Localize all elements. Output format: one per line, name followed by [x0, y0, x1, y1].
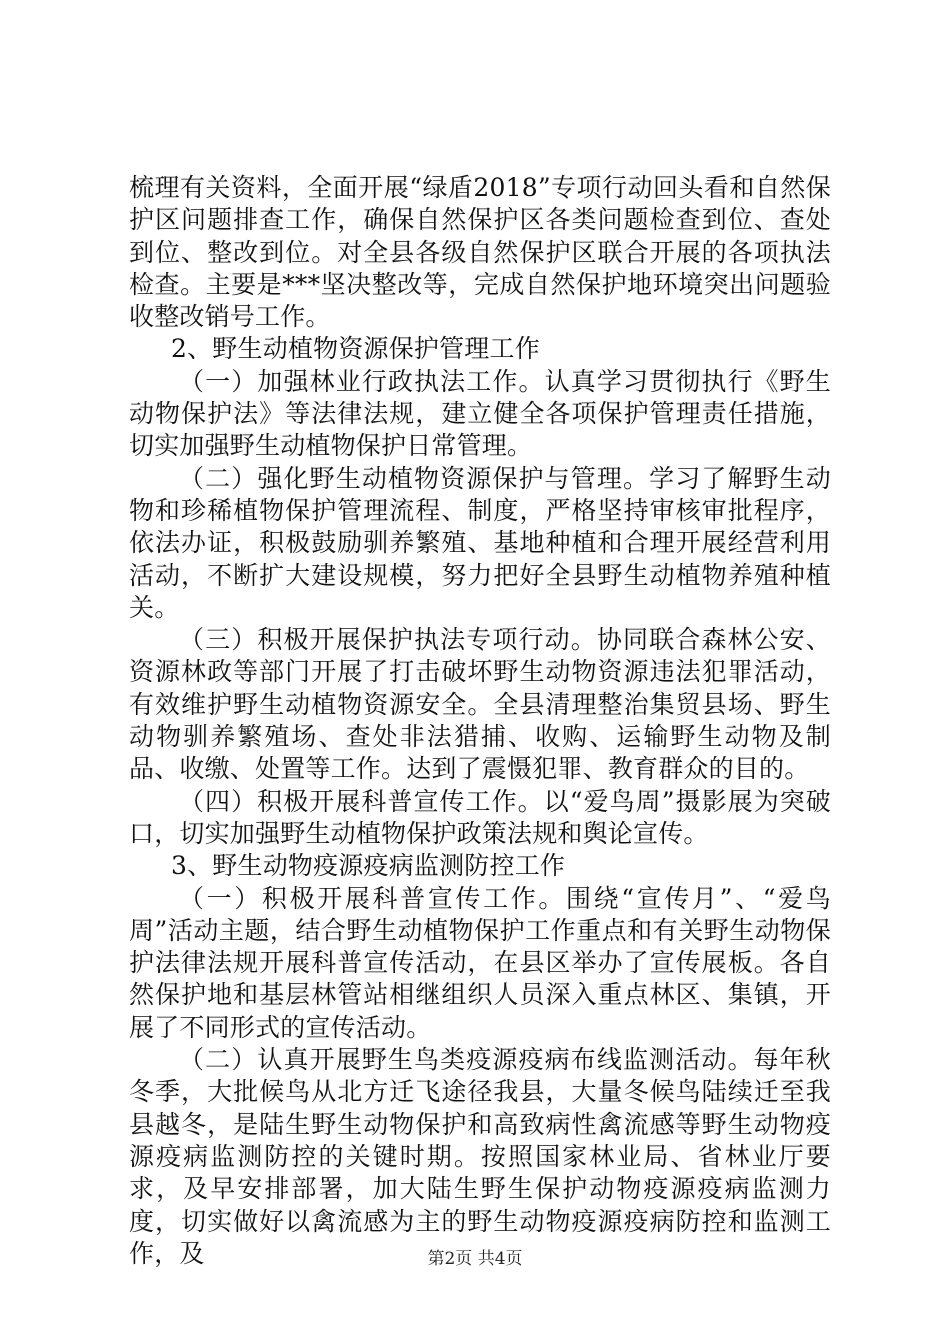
paragraph-item: （二）强化野生动植物资源保护与管理。学习了解野生动物和珍稀植物保护管理流程、制度，严格坚持审核审批程序，依法办证，积极鼓励驯养繁殖、基地种植和合理开展经营利用活动，不断扩大建设规模，努力把好全县野生动植物养殖种植关。 — [129, 463, 831, 622]
paragraph-item: （一）积极开展科普宣传工作。围绕“宣传月”、“爱鸟周”活动主题，结合野生动植物保护工作重点和有关野生动物保护法律法规开展科普宣传活动，在县区举办了宣传展板。各自然保护地和基层林管站相继组织人员深入重点林区、集镇，开展了不同形式的宣传活动。 — [129, 883, 831, 1042]
paragraph-continuation: 梳理有关资料，全面开展“绿盾2018”专项行动回头看和自然保护区问题排查工作，确保自然保护区各类问题检查到位、查处到位、整改到位。对全县各级自然保护区联合开展的各项执法检查。主要是***坚决整改等，完成自然保护地环境突出问题验收整改销号工作。 — [129, 173, 831, 332]
paragraph-item: （一）加强林业行政执法工作。认真学习贯彻执行《野生动物保护法》等法律法规，建立健全各项保护管理责任措施，切实加强野生动植物保护日常管理。 — [129, 366, 831, 461]
section-heading-3: 3、野生动物疫源疫病监测防控工作 — [171, 851, 566, 881]
paragraph-item: （二）认真开展野生鸟类疫源疫病布线监测活动。每年秋冬季，大批候鸟从北方迁飞途径我县，大量冬候鸟陆续迁至我县越冬，是陆生野生动物保护和高致病性禽流感等野生动物疫源疫病监测防控的关键时期。按照国家林业局、省林业厅要求，及早安排部署，加大陆生野生保护动物疫源疫病监测力度，切实做好以禽流感为主的野生动物疫源疫病防控和监测工作，及 — [129, 1045, 831, 1268]
paragraph-item: （四）积极开展科普宣传工作。以“爱鸟周”摄影展为突破口，切实加强野生动植物保护政策法规和舆论宣传。 — [129, 786, 831, 848]
page-number-footer: 第2页 共4页 — [427, 1249, 523, 1269]
section-heading-2: 2、野生动植物资源保护管理工作 — [171, 334, 540, 364]
document-body — [129, 172, 831, 1270]
paragraph-item: （三）积极开展保护执法专项行动。协同联合森林公安、资源林政等部门开展了打击破坏野生动物资源违法犯罪活动，有效维护野生动植物资源安全。全县清理整治集贸县场、野生动物驯养繁殖场、查处非法猎捕、收购、运输野生动物及制品、收缴、处置等工作。达到了震慑犯罪、教育群众的目的。 — [129, 625, 831, 784]
